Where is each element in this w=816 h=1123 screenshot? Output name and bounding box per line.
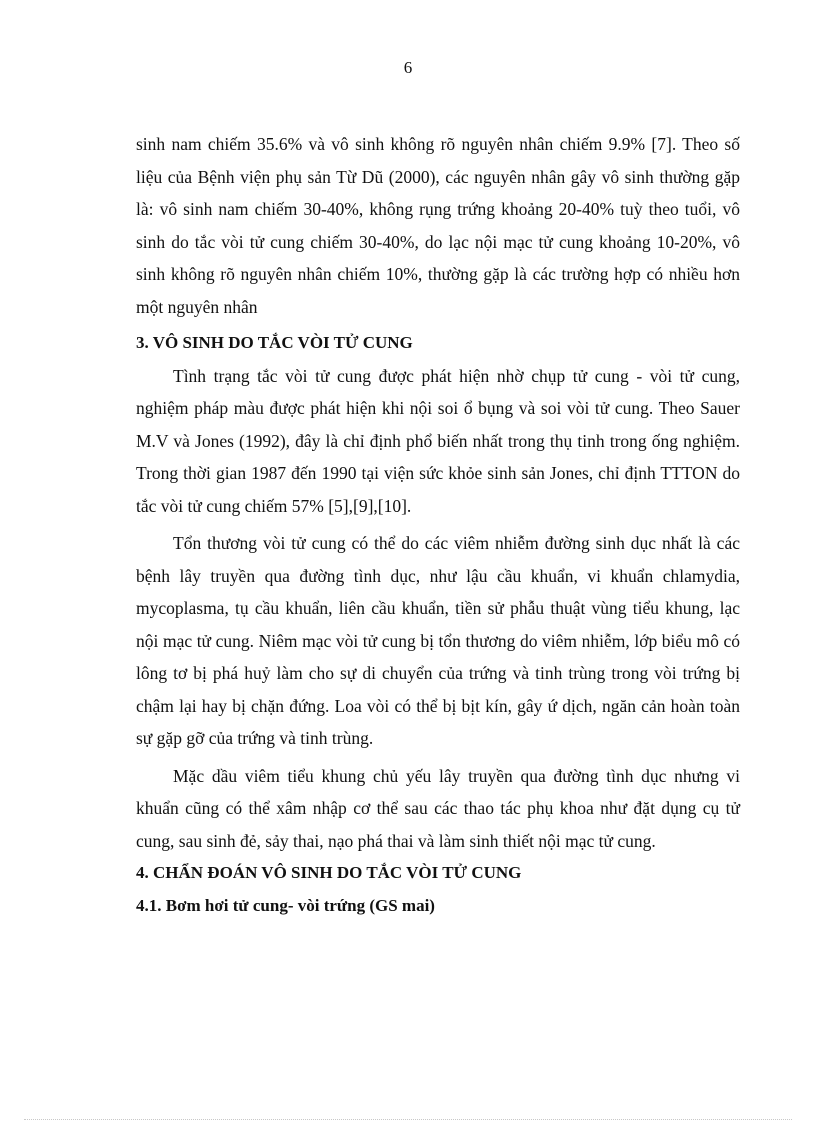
document-body xyxy=(136,128,740,922)
heading-section-3: 3. VÔ SINH DO TẮC VÒI TỬ CUNG xyxy=(136,333,413,352)
paragraph-pelvic-inflammation: Mặc dầu viêm tiểu khung chủ yếu lây truyền qua đường tình dục nhưng vi khuẩn cũng có thể xâm nhập cơ thể sau các thao tác phụ khoa như đặt dụng cụ tử cung, sau sinh đẻ, sảy thai, nạo phá thai và làm sinh thiết nội mạc tử cung. xyxy=(136,765,740,851)
paragraph-tubal-blockage-detection: Tình trạng tắc vòi tử cung được phát hiện nhờ chụp tử cung - vòi tử cung, nghiệm pháp màu được phát hiện khi nội soi ổ bụng và soi vòi tử cung. Theo Sauer M.V và Jones (1992), đây là chỉ định phổ biến nhất trong thụ tinh trong ống nghiệm. Trong thời gian 1987 đến 1990 tại viện sức khỏe sinh sản Jones, chỉ định TTTON do tắc vòi tử cung chiếm 57% [5],[9],[10]. xyxy=(136,365,740,516)
paragraph-infertility-statistics: sinh nam chiếm 35.6% và vô sinh không rõ nguyên nhân chiếm 9.9% [7]. Theo số liệu của Bệnh viện phụ sản Từ Dũ (2000), các nguyên nhân gây vô sinh thường gặp là: vô sinh nam chiếm 30-40%, không rụng trứng khoảng 20-40% tuỳ theo tuổi, vô sinh do tắc vòi tử cung chiếm 30-40%, do lạc nội mạc tử cung khoảng 10-20%, vô sinh không rõ nguyên nhân chiếm 10%, thường gặp là các trường hợp có nhiều hơn một nguyên nhân xyxy=(136,134,740,317)
page-bottom-divider xyxy=(24,1119,792,1120)
paragraph-tubal-damage-causes: Tổn thương vòi tử cung có thể do các viêm nhiễm đường sinh dục nhất là các bệnh lây truyền qua đường tình dục, như lậu cầu khuẩn, vi khuẩn chlamydia, mycoplasma, tụ cầu khuẩn, liên cầu khuẩn, tiền sử phẫu thuật vùng tiểu khung, lạc nội mạc tử cung. Niêm mạc vòi tử cung bị tổn thương do viêm nhiễm, lớp biểu mô có lông tơ bị phá huỷ làm cho sự di chuyển của trứng và tinh trùng trong vòi trứng bị chậm lại hay bị chặn đứng. Loa vòi có thể bị bịt kín, gây ứ dịch, ngăn cản hoàn toàn sự gặp gỡ của trứng và tinh trùng. xyxy=(136,533,740,748)
heading-section-4-1: 4.1. Bơm hơi tử cung- vòi trứng (GS mai) xyxy=(136,895,435,915)
page-number: 6 xyxy=(403,58,413,77)
heading-section-4: 4. CHẨN ĐOÁN VÔ SINH DO TẮC VÒI TỬ CUNG xyxy=(136,863,522,882)
